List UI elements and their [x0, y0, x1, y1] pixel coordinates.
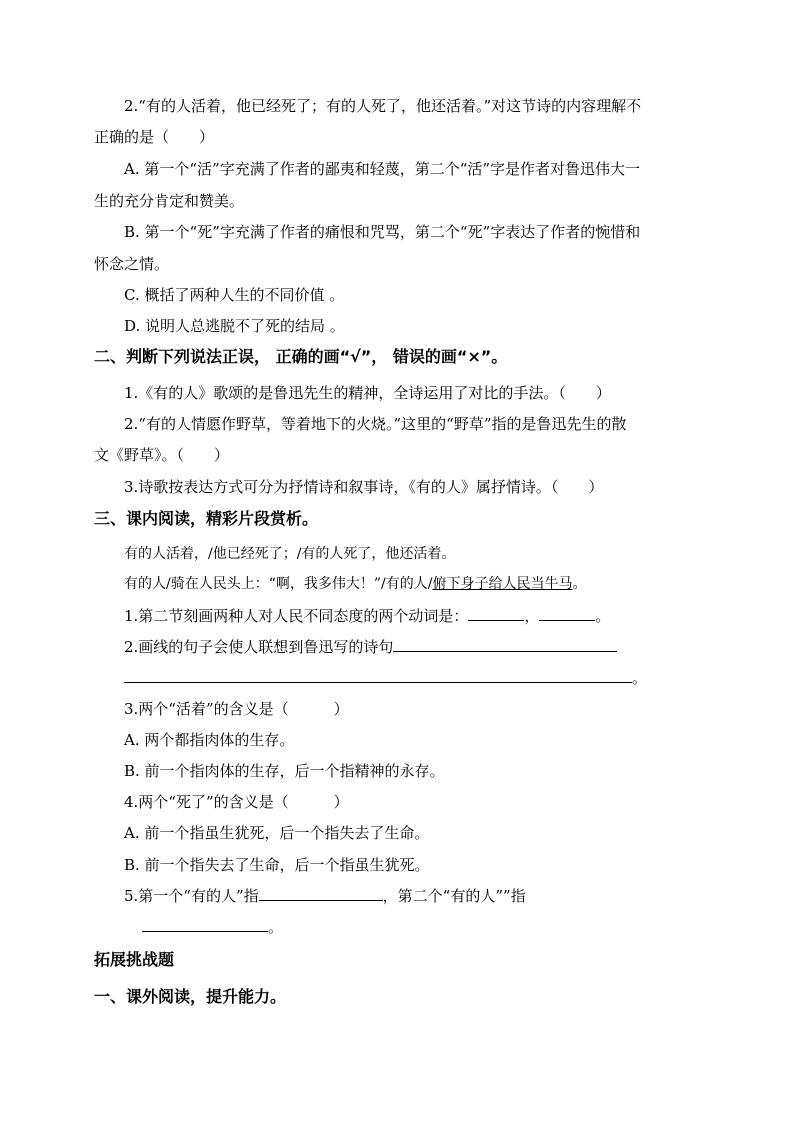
reading-question-1: [124, 606, 610, 626]
option-a: A. 第一个“活”字充满了作者的鄙夷和轻蔑，第二个“活”字是作者对鲁迅伟大一: [124, 160, 641, 178]
reading-question-1-text: 1.第二节刻画两种人对人民不同态度的两个动词是：: [124, 607, 469, 625]
reading-question-4-option-b: B. 前一个指失去了生命，后一个指虽生犹死。: [124, 856, 430, 874]
extension-title: 拓展挑战题: [94, 950, 175, 969]
answer-blank[interactable]: [259, 886, 383, 901]
underlined-sentence: 俯下身子给人民当牛马: [432, 576, 573, 592]
answer-blank[interactable]: [468, 606, 524, 621]
option-b-cont: 怀念之情。: [94, 255, 170, 273]
option-b: B. 第一个“死”字充满了作者的痛恨和咒骂，第二个“死”字表达了作者的惋惜和: [124, 223, 641, 241]
poem-line-2-text: 有的人/骑在人民头上：“啊，我多伟大！”/有的人/: [124, 576, 433, 592]
reading-question-5-mid: ，第二个“有的人””指: [382, 887, 526, 905]
reading-question-2-cont: [124, 668, 647, 688]
reading-question-2-end: 。: [632, 669, 648, 687]
section-3-heading: 三、课内阅读，精彩片段赏析。: [94, 509, 319, 528]
reading-question-5-text: 5.第一个“有的人”指: [124, 887, 259, 905]
reading-question-5-end: 。: [268, 918, 284, 936]
question-2-text-cont: 正确的是（ ）: [94, 128, 215, 146]
option-c: C. 概括了两种人生的不同价值 。: [124, 286, 345, 304]
reading-question-4: 4.两个“死了”的含义是（ ）: [124, 793, 349, 811]
reading-question-2: [124, 637, 617, 657]
reading-question-3-option-b: B. 前一个指肉体的生存，后一个指精神的永存。: [124, 762, 445, 780]
poem-line-2-end: 。: [572, 576, 587, 592]
extension-heading: 一、课外阅读，提升能力。: [94, 987, 287, 1006]
option-a-cont: 生的充分肯定和赞美。: [94, 192, 245, 210]
answer-blank[interactable]: [393, 637, 617, 652]
judge-question-1: 1.《有的人》歌颂的是鲁迅先生的精神，全诗运用了对比的手法。（ ）: [124, 384, 611, 402]
reading-question-3-option-a: A. 两个都指肉体的生存。: [124, 731, 295, 749]
reading-question-5-cont: [142, 917, 283, 937]
poem-line-1: 有的人活着，/他已经死了；/有的人死了，他还活着。: [124, 546, 456, 562]
question-2-text: 2.“有的人活着，他已经死了；有的人死了，他还活着。”对这节诗的内容理解不: [124, 97, 642, 115]
reading-question-5: [124, 886, 526, 906]
judge-question-2-cont: 文《野草》。（ ）: [94, 446, 230, 464]
judge-question-2: 2.“有的人情愿作野草，等着地下的火烧。”这里的“野草”指的是鲁迅先生的散: [124, 415, 627, 433]
reading-question-4-option-a: A. 前一个指虽生犹死，后一个指失去了生命。: [124, 824, 430, 842]
answer-blank[interactable]: [142, 917, 268, 932]
poem-line-2: [124, 574, 586, 594]
reading-question-2-text: 2.画线的句子会使人联想到鲁迅写的诗句: [124, 638, 394, 656]
option-d: D. 说明人总逃脱不了死的结局 。: [124, 317, 345, 335]
reading-question-3: 3.两个“活着”的含义是（ ）: [124, 700, 349, 718]
judge-question-3: 3.诗歌按表达方式可分为抒情诗和叙事诗，《有的人》属抒情诗。（ ）: [124, 478, 604, 496]
section-2-heading: 二、判断下列说法正误， 正确的画“√”， 错误的画“×”。: [94, 347, 508, 366]
separator: ，: [524, 607, 540, 625]
answer-blank[interactable]: [539, 606, 595, 621]
answer-blank[interactable]: [124, 668, 632, 683]
reading-question-1-end: 。: [595, 607, 611, 625]
